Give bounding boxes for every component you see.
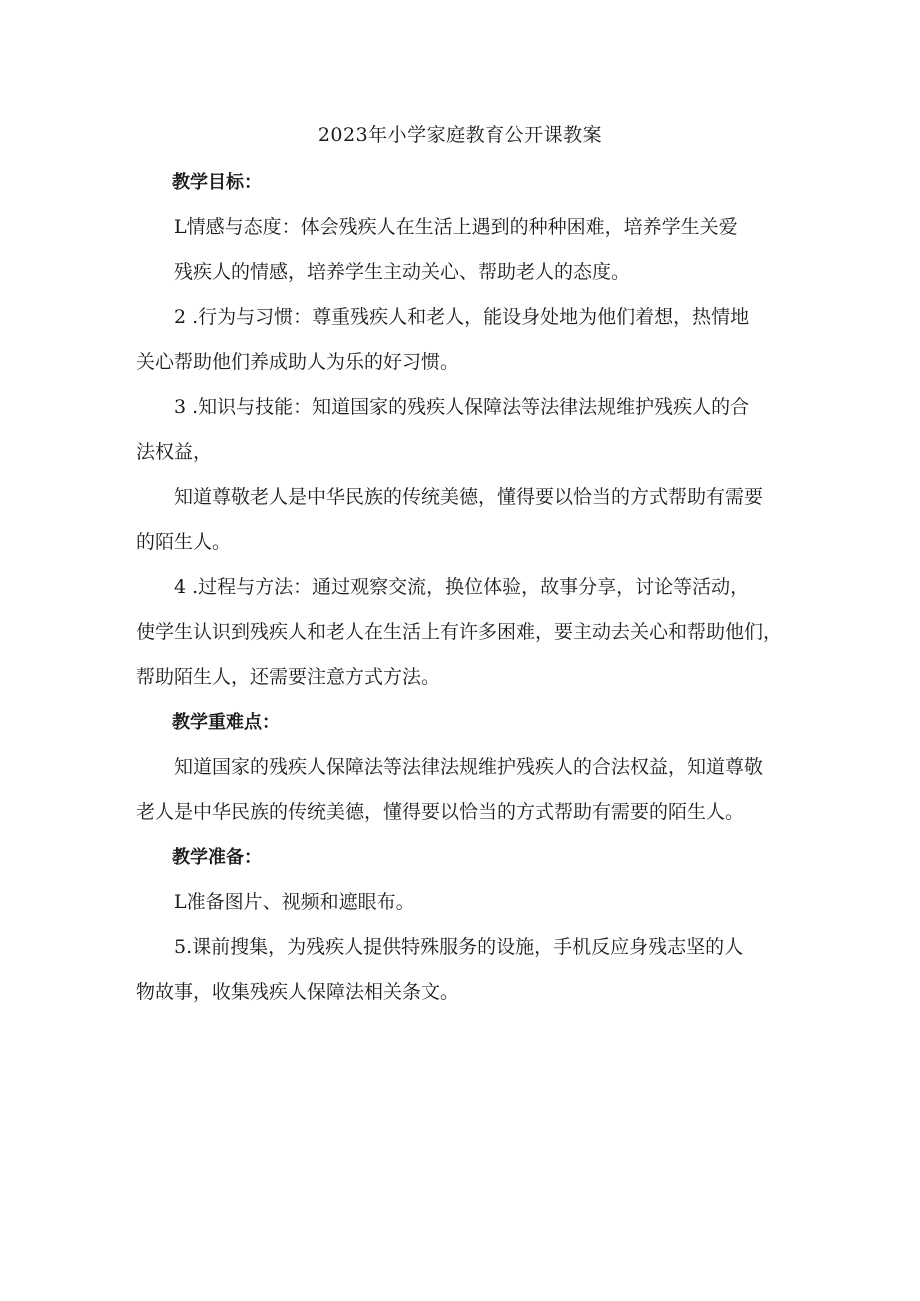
key-points-paragraph xyxy=(136,745,800,835)
key-points-line-1: 知道国家的残疾人保障法等法律法规维护残疾人的合法权益，知道尊敬 xyxy=(174,756,764,778)
goal-3-line-2: 法权益， xyxy=(136,441,213,463)
prep-5-line-1: 5.课前搜集，为残疾人提供特殊服务的设施，手机反应身残志坚的人 xyxy=(174,936,744,958)
goal-3b-paragraph xyxy=(136,475,800,565)
goal-4-line-3: 帮助陌生人，还需要注意方式方法。 xyxy=(136,666,441,688)
goal-1-line-1: L情感与态度：体会残疾人在生活上遇到的种种困难，培养学生关爱 xyxy=(174,216,738,238)
document-title: 2023年小学家庭教育公开课教案 xyxy=(317,124,603,146)
goal-2-paragraph xyxy=(136,295,800,385)
section-heading-goals: 教学目标： xyxy=(172,172,262,193)
goal-4-line-1: 4 .过程与方法：通过观察交流，换位体验，故事分享，讨论等活动， xyxy=(174,576,750,598)
goal-2-line-2: 关心帮助他们养成助人为乐的好习惯。 xyxy=(136,351,460,373)
goal-3-paragraph xyxy=(136,385,800,475)
goal-3-line-1: 3 .知识与技能：知道国家的残疾人保障法等法律法规维护残疾人的合 xyxy=(174,396,750,418)
goal-4-line-2: 使学生认识到残疾人和老人在生活上有许多困难，要主动去关心和帮助他们， xyxy=(136,621,783,643)
goal-1-line-2: 残疾人的情感，培养学生主动关心、帮助老人的态度。 xyxy=(174,261,631,283)
key-points-line-2: 老人是中华民族的传统美德，懂得要以恰当的方式帮助有需要的陌生人。 xyxy=(136,801,745,823)
prep-1-line-1: L准备图片、视频和遮眼布。 xyxy=(174,891,415,913)
goal-1-paragraph xyxy=(136,205,800,295)
goal-4-paragraph xyxy=(136,565,800,700)
prep-5-paragraph xyxy=(136,925,800,1015)
goal-2-line-1: 2 .行为与习惯：尊重残疾人和老人，能设身处地为他们着想，热情地 xyxy=(174,306,750,328)
section-heading-key-points: 教学重难点： xyxy=(172,712,280,733)
prep-5-line-2: 物故事，收集残疾人保障法相关条文。 xyxy=(136,981,460,1003)
prep-1-paragraph xyxy=(136,880,800,925)
document-body xyxy=(136,160,800,1015)
section-heading-preparation: 教学准备： xyxy=(172,847,262,868)
goal-3b-line-1: 知道尊敬老人是中华民族的传统美德，懂得要以恰当的方式帮助有需要 xyxy=(174,486,764,508)
goal-3b-line-2: 的陌生人。 xyxy=(136,531,232,553)
